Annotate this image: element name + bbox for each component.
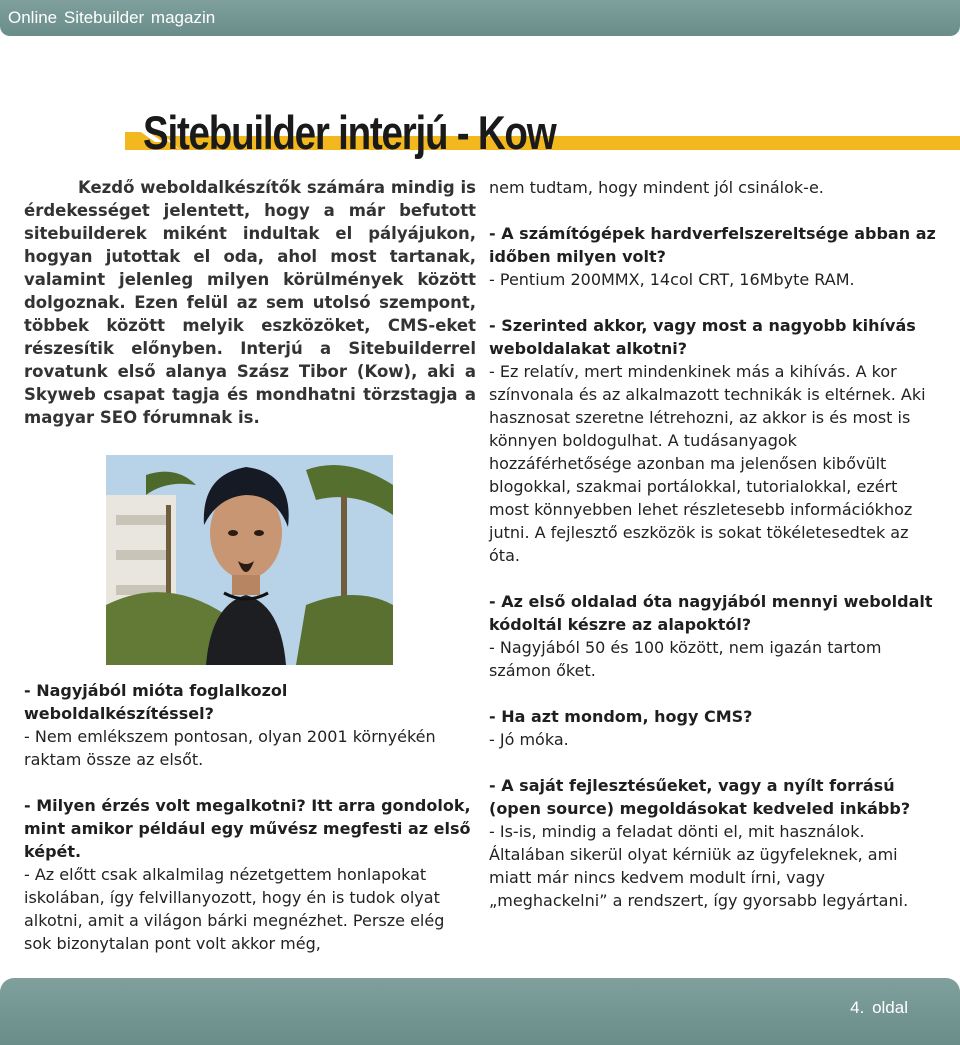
answer-3: - Pentium 200MMX, 14col CRT, 16Mbyte RAM.: [489, 270, 855, 289]
portrait-photo: [106, 455, 393, 665]
right-column: [489, 176, 941, 912]
left-column: [24, 176, 476, 955]
page-number: 4. oldal: [850, 998, 908, 1017]
question-1: - Nagyjából mióta foglalkozol weboldalkészítéssel?: [24, 681, 288, 723]
answer-7: - Is-is, mindig a feladat dönti el, mit használok. Általában sikerül olyat kérniük az ügyfeleknek, ami miatt már nincs kedvem modult írni, vagy „meghackelni” a rendszert, így gyorsabb legyártani.: [489, 822, 909, 910]
answer-5: - Nagyjából 50 és 100 között, nem igazán tartom számon őket.: [489, 638, 882, 680]
article-title: Sitebuilder interjú - Kow: [143, 106, 556, 160]
answer-1: - Nem emlékszem pontosan, olyan 2001 környékén raktam össze az elsőt.: [24, 727, 436, 769]
header-bar: [0, 0, 960, 36]
question-4: - Szerinted akkor, vagy most a nagyobb kihívás weboldalakat alkotni?: [489, 316, 916, 358]
question-5: - Az első oldalad óta nagyjából mennyi weboldalt kódoltál készre az alapoktól?: [489, 592, 933, 634]
question-6: - Ha azt mondom, hogy CMS?: [489, 707, 753, 726]
intro-paragraph: Kezdő weboldalkészítők számára mindig is érdekességet jelentett, hogy a már befutott sitebuilderek miként indultak el pályájukon, hogyan jutottak el oda, ahol most tartanak, valamint jelenleg milyen körülmények között dolgoznak. Ezen felül az sem utolsó szempont, többek között melyik eszközöket, CMS-eket részesítik előnyben. Interjú a Sitebuilderrel rovatunk első alanya Szász Tibor (Kow), aki a Skyweb csapat tagja és mondhatni törzstagja a magyar SEO fórumnak is.: [24, 178, 476, 427]
answer-4: - Ez relatív, mert mindenkinek más a kihívás. A kor színvonala és az alkalmazott technikák is eltérnek. Aki hasznosat szeretne létrehozni, az akkor is és most is könnyen boldogulhat. A tudásanyagok hozzáférhetősége azonban ma jelenősen kibővült blogokkal, szakmai portálokkal, tutorialokkal, ezért most könnyebben lehet részletesebb információkhoz jutni. A fejlesztő eszközök is sokat tökéletesedtek az óta.: [489, 362, 926, 565]
question-2: - Milyen érzés volt megalkotni? Itt arra gondolok, mint amikor például egy művész megfesti az első képét.: [24, 796, 471, 861]
answer-6: - Jó móka.: [489, 730, 569, 749]
question-7: - A saját fejlesztésűeket, vagy a nyílt forrású (open source) megoldásokat kedveled inkább?: [489, 776, 911, 818]
answer-2-continued: nem tudtam, hogy mindent jól csinálok-e.: [489, 178, 824, 197]
magazine-title: Online Sitebuilder magazin: [8, 8, 216, 27]
footer-bar: [0, 978, 960, 1045]
question-3: - A számítógépek hardverfelszereltsége abban az időben milyen volt?: [489, 224, 936, 266]
answer-2: - Az előtt csak alkalmilag nézetgettem honlapokat iskolában, így felvillanyozott, hogy én is tudok olyat alkotni, amit a világon bárki megnézhet. Persze elég sok bizonytalan pont volt akkor még,: [24, 865, 445, 953]
